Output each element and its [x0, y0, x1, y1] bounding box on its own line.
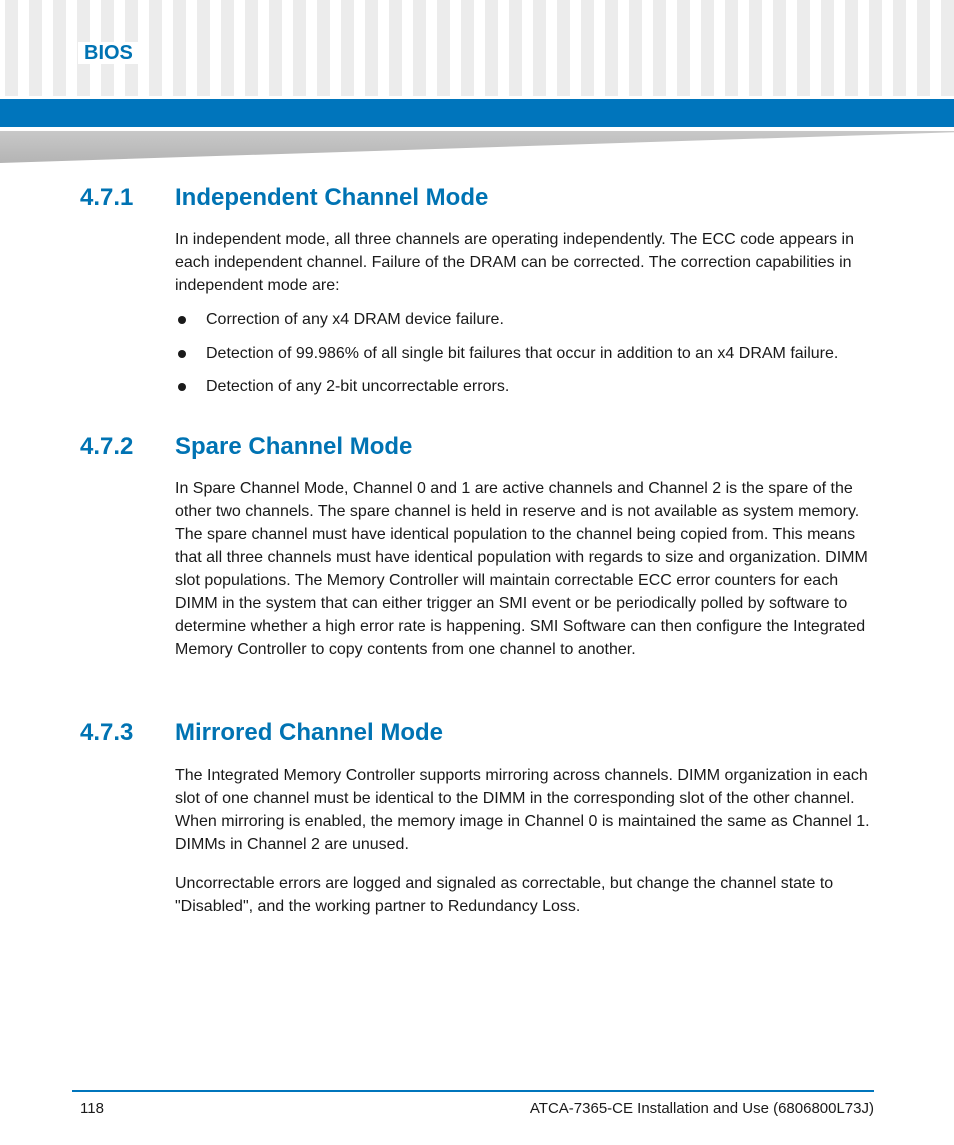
document-reference: ATCA-7365-CE Installation and Use (6806800L73J) — [529, 1100, 874, 1117]
body-paragraph: The Integrated Memory Controller supports mirroring across channels. DIMM organization in each slot of one channel must be identical to the DIMM in the corresponding slot of the other channel. When mirroring is enabled, the memory image in Channel 0 is maintained the same as Channel 1. DIMMs in Channel 2 are unused. — [175, 767, 870, 853]
body-paragraph: In independent mode, all three channels are operating independently. The ECC code appears in each independent channel. Failure of the DRAM can be corrected. The correction capabilities in independent mode are: — [175, 231, 854, 294]
section-number: 4.7.3 — [80, 719, 134, 746]
header-blue-band — [0, 99, 954, 127]
bullet-icon — [178, 383, 186, 391]
section-title: Mirrored Channel Mode — [175, 719, 444, 746]
header-pattern — [0, 0, 954, 96]
section-number: 4.7.2 — [80, 433, 134, 460]
header-gray-wedge — [0, 131, 954, 163]
section-number: 4.7.1 — [80, 184, 134, 211]
body-paragraph: In Spare Channel Mode, Channel 0 and 1 are active channels and Channel 2 is the spare of the other two channels. The spare channel is held in reserve and is not available as system memory. The spare channel must have identical population to the channel being copied from. This means that all three channels must have identical population with regards to size and organization. DIMM slot populations. The Memory Controller will maintain correctable ECC error counters for each DIMM in the system that can either trigger an SMI event or be periodically polled by software to determine whether a high error rate is happening. SMI Software can then configure the Integrated Memory Controller to copy contents from one channel to another. — [175, 480, 868, 658]
section-heading-spare — [80, 433, 412, 461]
bullet-list — [175, 308, 895, 409]
list-item-text: Detection of any 2-bit uncorrectable errors. — [206, 378, 510, 395]
section-heading-mirrored — [80, 719, 443, 747]
section-heading-independent — [80, 184, 488, 212]
list-item — [175, 375, 895, 409]
body-paragraph: Uncorrectable errors are logged and signaled as correctable, but change the channel state to "Disabled", and the working partner to Redundancy Loss. — [175, 875, 834, 915]
footer-rule — [72, 1090, 874, 1092]
page-number: 118 — [80, 1100, 104, 1117]
bullet-icon — [178, 350, 186, 358]
list-item — [175, 342, 895, 376]
list-item — [175, 308, 895, 342]
chapter-label: BIOS — [78, 42, 139, 64]
list-item-text: Correction of any x4 DRAM device failure. — [206, 311, 504, 328]
section-title: Spare Channel Mode — [175, 433, 413, 460]
bullet-icon — [178, 316, 186, 324]
list-item-text: Detection of 99.986% of all single bit failures that occur in addition to an x4 DRAM failure. — [206, 344, 839, 362]
section-title: Independent Channel Mode — [175, 184, 489, 211]
